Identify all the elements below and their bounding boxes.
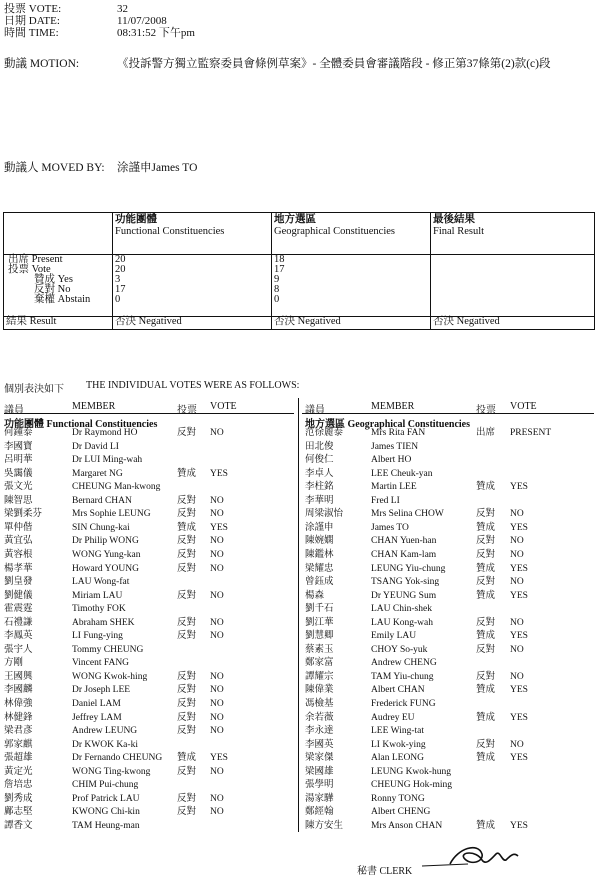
vote-zh: 反對 (476, 509, 496, 520)
member-name-zh: 梁家傑 (305, 753, 334, 764)
geographical-header: 地方選區 Geographical Constituencies (272, 213, 431, 255)
vote-en: NO (510, 739, 524, 750)
member-name-zh: 石禮謙 (4, 617, 33, 628)
vote-en: NO (210, 509, 224, 520)
member-name-en: Abraham SHEK (72, 617, 135, 628)
vote-zh: 贊成 (476, 712, 496, 723)
vote-zh: 贊成 (177, 753, 197, 764)
vote-zh: 贊成 (177, 468, 197, 479)
member-name-zh: 何鍾泰 (4, 428, 33, 438)
member-name-zh: 黃定光 (4, 766, 33, 777)
vote-zh: 贊成 (476, 685, 496, 696)
member-name-en: Dr Fernando CHEUNG (72, 753, 163, 764)
member-name-en: Dr Philip WONG (72, 536, 139, 547)
member-name-zh: 張宇人 (4, 644, 33, 655)
member-name-en: James TO (371, 522, 409, 533)
vote-en: NO (210, 495, 224, 506)
member-name-zh: 李國麟 (4, 685, 33, 696)
vote-zh: 反對 (177, 766, 197, 777)
summary-row-labels: 出席 Present 投票 Vote 贊成 Yes 反對 No 棄權 Abstain (4, 255, 113, 317)
vote-zh: 反對 (476, 644, 496, 655)
vote-zh: 贊成 (476, 820, 496, 831)
member-name-en: CHAN Yuen-han (371, 536, 437, 547)
vote-zh: 贊成 (476, 753, 496, 764)
member-name-en: LEE Wing-tat (371, 726, 424, 737)
member-name-en: TAM Heung-man (72, 820, 140, 831)
vote-zh: 反對 (177, 807, 197, 818)
vote-en: NO (510, 536, 524, 547)
vote-en: NO (510, 617, 524, 628)
member-name-zh: 方剛 (4, 658, 24, 669)
member-name-zh: 郭家麒 (4, 739, 33, 750)
member-name-zh: 周梁淑怡 (305, 509, 344, 520)
member-name-zh: 曾鈺成 (305, 577, 334, 588)
vote-zh: 反對 (476, 577, 496, 588)
member-name-en: LI Fung-ying (72, 631, 123, 642)
vote-zh: 反對 (177, 495, 197, 506)
final-counts (431, 255, 595, 317)
member-name-en: CHEUNG Man-kwong (72, 482, 161, 493)
vote-en: NO (210, 536, 224, 547)
member-name-zh: 李卓人 (305, 468, 334, 479)
member-name-zh: 單仲偕 (4, 522, 33, 533)
member-name-zh: 楊孝華 (4, 563, 33, 574)
member-name-en: TSANG Yok-sing (371, 577, 440, 588)
member-name-zh: 湯家驊 (305, 793, 334, 804)
motion-label: 動議 MOTION: (4, 58, 80, 70)
member-name-zh: 呂明華 (4, 455, 33, 466)
vote-zh: 贊成 (476, 522, 496, 533)
member-name-zh: 李永達 (305, 726, 334, 737)
member-name-zh: 何俊仁 (305, 455, 334, 466)
vote-en: YES (510, 820, 528, 831)
vote-zh: 反對 (177, 549, 197, 560)
member-name-en: Audrey EU (371, 712, 415, 723)
time-label: 時間 TIME: (4, 27, 59, 39)
vote-zh: 贊成 (476, 482, 496, 493)
vote-en: YES (510, 563, 528, 574)
vote-en: YES (510, 631, 528, 642)
vote-zh: 反對 (177, 671, 197, 682)
functional-counts: 20 20 3 17 0 (113, 255, 272, 317)
geographical-counts: 18 17 9 8 0 (272, 255, 431, 317)
member-name-en: Mrs Sophie LEUNG (72, 509, 151, 520)
member-name-zh: 林健鋒 (4, 712, 33, 723)
member-name-zh: 馮檢基 (305, 699, 334, 709)
member-name-en: Albert CHAN (371, 685, 425, 696)
member-name-en: Albert HO (371, 455, 412, 466)
vote-zh: 反對 (476, 671, 496, 682)
member-name-en: CHEUNG Hok-ming (371, 780, 453, 791)
member-name-zh: 黃容根 (4, 549, 33, 560)
right-header-rule (302, 413, 594, 414)
member-name-en: Emily LAU (371, 631, 417, 642)
vote-en: NO (210, 590, 224, 601)
vote-en: NO (210, 685, 224, 696)
vote-en: YES (510, 753, 528, 764)
vote-en: NO (510, 671, 524, 682)
motion-text: 《投訴警方獨立監察委員會條例草案》- 全體委員會審議階段 - 修正第37條第(2)款(c)段 (117, 58, 551, 70)
member-name-en: Mrs Selina CHOW (371, 509, 444, 520)
member-name-en: LAU Kong-wah (371, 617, 434, 628)
member-name-zh: 陳鑑林 (305, 549, 334, 560)
vote-zh: 贊成 (476, 563, 496, 574)
vote-en: NO (210, 428, 224, 438)
member-name-en: LEUNG Yiu-chung (371, 563, 446, 574)
vote-en: NO (510, 644, 524, 655)
member-name-en: CHAN Kam-lam (371, 549, 437, 560)
vote-en: NO (510, 549, 524, 560)
member-name-en: Ronny TONG (371, 793, 425, 804)
vote-zh: 反對 (177, 793, 197, 804)
member-name-zh: 陳智思 (4, 495, 33, 506)
individual-intro-en: THE INDIVIDUAL VOTES WERE AS FOLLOWS: (86, 380, 300, 391)
member-name-zh: 詹培忠 (4, 780, 33, 791)
member-name-zh: 劉千石 (305, 604, 334, 615)
member-name-en: LAU Chin-shek (371, 604, 432, 615)
vote-zh: 反對 (177, 509, 197, 520)
member-name-en: Dr Joseph LEE (72, 685, 131, 696)
member-name-en: Alan LEONG (371, 753, 425, 764)
member-name-en: LAU Wong-fat (72, 577, 130, 588)
right-col-vote-en: VOTE (510, 401, 537, 412)
member-name-en: Jeffrey LAM (72, 712, 122, 723)
clerk-signature (420, 840, 530, 870)
member-name-zh: 王國興 (4, 671, 33, 682)
member-name-zh: 張文光 (4, 482, 33, 493)
member-name-zh: 林偉強 (4, 699, 33, 709)
member-name-zh: 李國寶 (4, 441, 33, 452)
member-name-en: James TIEN (371, 441, 419, 452)
vote-en: NO (510, 509, 524, 520)
left-section-title: 功能團體 Functional Constituencies (4, 419, 158, 430)
member-name-zh: 劉皇發 (4, 577, 33, 588)
member-name-zh: 蔡素玉 (305, 644, 334, 655)
clerk-label: 秘書 CLERK (357, 866, 413, 877)
member-name-zh: 劉江華 (305, 617, 334, 628)
member-name-zh: 劉秀成 (4, 793, 33, 804)
vote-en: YES (510, 522, 528, 533)
member-name-en: Daniel LAM (72, 699, 121, 709)
member-name-en: WONG Ting-kwong (72, 766, 151, 777)
vote-zh: 贊成 (177, 522, 197, 533)
vote-zh: 反對 (177, 726, 197, 737)
summary-table (3, 212, 595, 330)
vote-zh: 贊成 (476, 631, 496, 642)
vote-en: NO (210, 793, 224, 804)
vote-zh: 反對 (177, 631, 197, 642)
member-name-en: Dr YEUNG Sum (371, 590, 437, 601)
vote-number: 32 (117, 3, 128, 15)
member-name-zh: 張學明 (305, 780, 334, 791)
member-name-en: Andrew LEUNG (72, 726, 138, 737)
member-name-en: Bernard CHAN (72, 495, 132, 506)
member-name-zh: 譚耀宗 (305, 671, 334, 682)
member-name-en: Andrew CHENG (371, 658, 437, 669)
vote-en: YES (510, 590, 528, 601)
date-label: 日期 DATE: (4, 15, 60, 27)
result-label: 結果 Result (4, 317, 113, 330)
vote-zh: 反對 (476, 549, 496, 560)
member-name-zh: 李華明 (305, 495, 334, 506)
member-name-zh: 李柱銘 (305, 482, 334, 493)
member-name-en: Margaret NG (72, 468, 123, 479)
vote-en: NO (210, 766, 224, 777)
left-header-rule (4, 413, 294, 414)
vote-en: YES (510, 482, 528, 493)
summary-corner-cell (4, 213, 113, 255)
member-name-en: Mrs Anson CHAN (371, 820, 443, 831)
member-name-zh: 陳方安生 (305, 820, 344, 831)
member-name-zh: 余若薇 (305, 712, 334, 723)
member-name-zh: 劉健儀 (4, 590, 33, 601)
member-name-en: LEE Cheuk-yan (371, 468, 433, 479)
vote-en: NO (210, 712, 224, 723)
left-col-member-zh: 議員 (4, 405, 24, 416)
member-name-zh: 霍震霆 (4, 604, 33, 615)
member-name-zh: 田北俊 (305, 441, 334, 452)
vote-en: NO (510, 577, 524, 588)
member-name-en: Dr KWOK Ka-ki (72, 739, 138, 750)
member-name-en: Frederick FUNG (371, 699, 436, 709)
vote-en: YES (510, 712, 528, 723)
right-col-vote-zh: 投票 (476, 405, 496, 416)
vote-en: NO (210, 549, 224, 560)
member-name-en: Fred LI (371, 495, 400, 506)
vote-zh: 反對 (177, 617, 197, 628)
member-name-en: TAM Yiu-chung (371, 671, 434, 682)
vote-en: PRESENT (510, 428, 552, 438)
member-name-en: Vincent FANG (72, 658, 130, 669)
vote-en: YES (210, 522, 228, 533)
vote-en: NO (210, 631, 224, 642)
column-divider (298, 398, 299, 832)
vote-en: NO (210, 617, 224, 628)
member-name-zh: 梁劉柔芬 (4, 509, 43, 520)
member-name-en: Martin LEE (371, 482, 417, 493)
member-name-zh: 范徐麗泰 (305, 428, 344, 438)
member-name-zh: 梁君彥 (4, 726, 33, 737)
vote-zh: 反對 (177, 712, 197, 723)
vote-zh: 反對 (476, 536, 496, 547)
vote-zh: 反對 (476, 617, 496, 628)
date-value: 11/07/2008 (117, 15, 167, 27)
vote-en: YES (210, 753, 228, 764)
member-name-en: SIN Chung-kai (72, 522, 130, 533)
member-name-en: Miriam LAU (72, 590, 123, 601)
vote-en: NO (210, 699, 224, 709)
vote-en: YES (510, 685, 528, 696)
left-col-vote-en: VOTE (210, 401, 237, 412)
moved-by-label: 動議人 MOVED BY: (4, 162, 105, 174)
functional-result: 否決 Negatived (113, 317, 272, 330)
vote-number-label: 投票 VOTE: (4, 3, 62, 15)
vote-en: NO (210, 671, 224, 682)
member-name-en: WONG Yung-kan (72, 549, 141, 560)
vote-zh: 反對 (177, 685, 197, 696)
vote-zh: 反對 (177, 428, 197, 438)
member-name-en: Albert CHENG (371, 807, 431, 818)
member-name-zh: 陳婉嫻 (305, 536, 334, 547)
vote-zh: 反對 (177, 563, 197, 574)
member-name-zh: 張超雄 (4, 753, 33, 764)
left-col-member-en: MEMBER (72, 401, 116, 412)
member-name-zh: 梁耀忠 (305, 563, 334, 574)
geographical-result: 否決 Negatived (272, 317, 431, 330)
member-name-en: Prof Patrick LAU (72, 793, 140, 804)
member-name-en: LEUNG Kwok-hung (371, 766, 451, 777)
right-section-title: 地方選區 Geographical Constituencies (305, 419, 470, 430)
vote-zh: 反對 (177, 590, 197, 601)
member-name-en: Mrs Rita FAN (371, 428, 426, 438)
member-name-zh: 陳偉業 (305, 685, 334, 696)
member-name-zh: 吳靄儀 (4, 468, 33, 479)
member-name-en: Dr LUI Ming-wah (72, 455, 143, 466)
member-name-zh: 李鳳英 (4, 631, 33, 642)
member-name-en: Dr Raymond HO (72, 428, 138, 438)
time-value: 08:31:52 下午pm (117, 27, 195, 39)
right-col-member-zh: 議員 (305, 405, 325, 416)
member-name-zh: 黃宜弘 (4, 536, 33, 547)
member-name-en: Dr David LI (72, 441, 119, 452)
individual-intro-zh: 個別表決如下 (4, 384, 64, 395)
vote-zh: 反對 (177, 536, 197, 547)
member-name-en: KWONG Chi-kin (72, 807, 140, 818)
member-name-zh: 鄭家富 (305, 658, 334, 669)
functional-header: 功能團體 Functional Constituencies (113, 213, 272, 255)
member-name-zh: 涂謹申 (305, 522, 334, 533)
member-name-en: CHOY So-yuk (371, 644, 428, 655)
member-name-en: Timothy FOK (72, 604, 126, 615)
vote-en: YES (210, 468, 228, 479)
vote-en: NO (210, 726, 224, 737)
vote-en: NO (210, 563, 224, 574)
member-name-en: LI Kwok-ying (371, 739, 426, 750)
member-name-zh: 楊森 (305, 590, 325, 601)
vote-zh: 反對 (476, 739, 496, 750)
vote-zh: 出席 (476, 428, 496, 438)
member-name-zh: 梁國雄 (305, 766, 334, 777)
final-result-header: 最後結果 Final Result (431, 213, 595, 255)
vote-en: NO (210, 807, 224, 818)
member-name-en: CHIM Pui-chung (72, 780, 139, 791)
vote-zh: 反對 (177, 699, 197, 709)
right-col-member-en: MEMBER (371, 401, 415, 412)
moved-by-value: 涂謹申James TO (117, 162, 198, 174)
member-name-zh: 劉慧卿 (305, 631, 334, 642)
member-name-zh: 鄺志堅 (4, 807, 33, 818)
member-name-zh: 譚香文 (4, 820, 33, 831)
member-name-zh: 鄭經翰 (305, 807, 334, 818)
final-result: 否決 Negatived (431, 317, 595, 330)
left-col-vote-zh: 投票 (177, 405, 197, 416)
member-name-en: Tommy CHEUNG (72, 644, 144, 655)
vote-zh: 贊成 (476, 590, 496, 601)
member-name-en: WONG Kwok-hing (72, 671, 148, 682)
member-name-en: Howard YOUNG (72, 563, 139, 574)
member-name-zh: 李國英 (305, 739, 334, 750)
